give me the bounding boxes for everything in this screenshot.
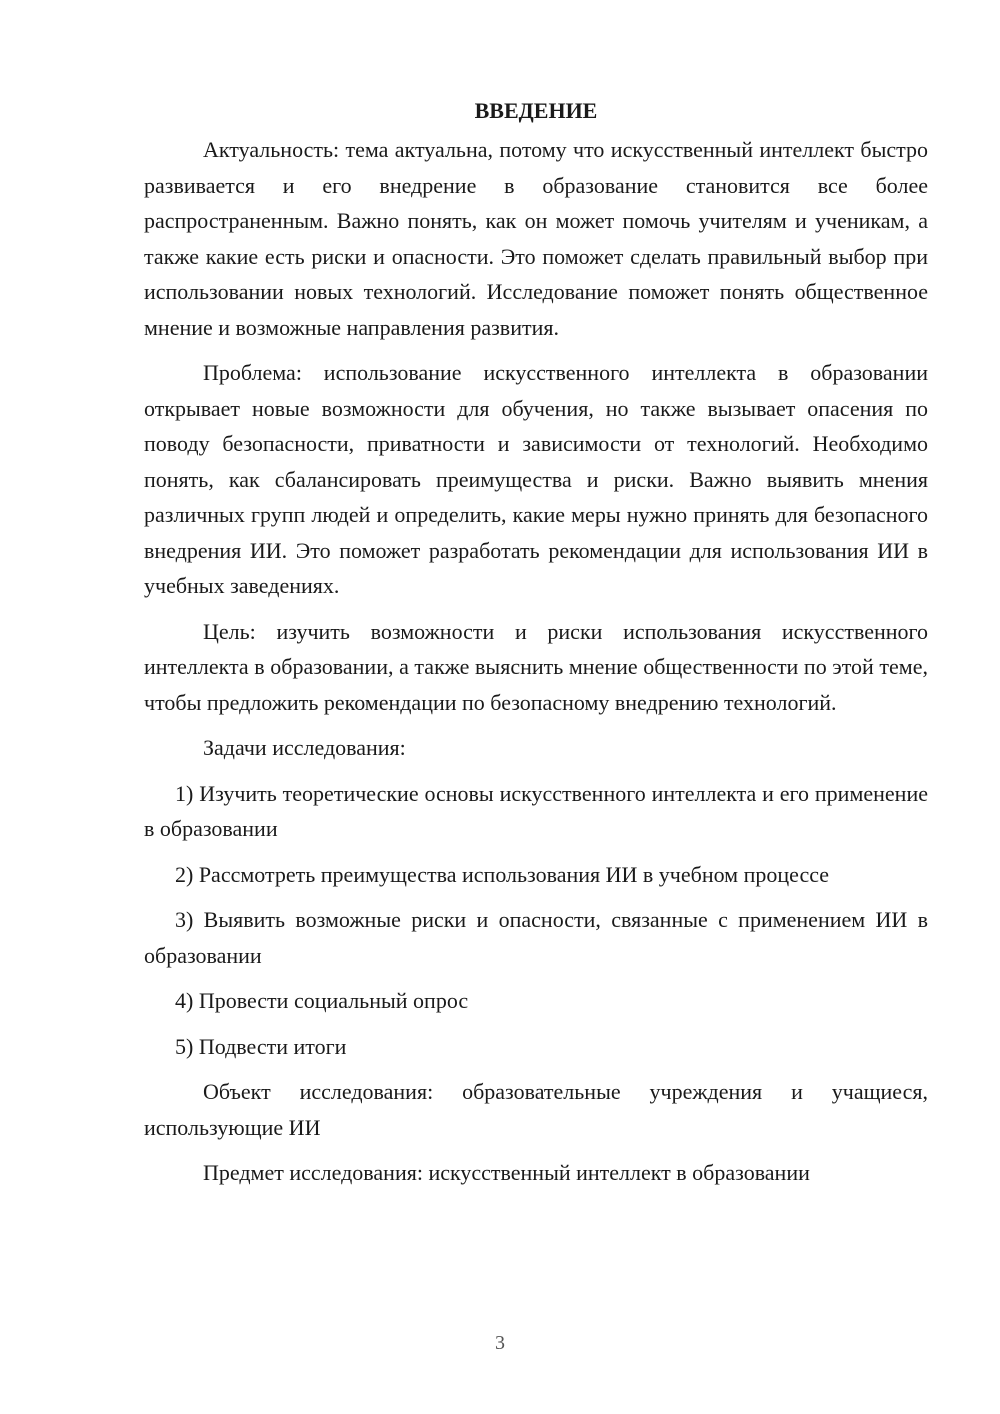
relevance-paragraph: Актуальность: тема актуальна, потому что искусственный интеллект быстро развивается и его внедрение в образование становится все более распространенным. Важно понять, как он может помочь учителям и ученикам, а также какие есть риски и опасности. Это поможет сделать правильный выбор при использовании новых технологий. Исследование поможет понять общественное мнение и возможные направления развития. [144,137,928,340]
problem-paragraph: Проблема: использование искусственного интеллекта в образовании открывает новые возможности для обучения, но также вызывает опасения по поводу безопасности, приватности и зависимости от технологий. Необходимо понять, как сбалансировать преимущества и риски. Важно выявить мнения различных групп людей и определить, какие меры нужно принять для безопасного внедрения ИИ. Это поможет разработать рекомендации для использования ИИ в учебных заведениях. [144,360,928,598]
document-page [144,94,928,1191]
page-number: 3 [495,1332,505,1354]
task-item-2: 2) Рассмотреть преимущества использования ИИ в учебном процессе [175,861,830,887]
task-item-5: 5) Подвести итоги [175,1033,347,1059]
research-subject-paragraph: Предмет исследования: искусственный интеллект в образовании [203,1160,810,1185]
task-item-4: 4) Провести социальный опрос [175,988,469,1013]
section-title: ВВЕДЕНИЕ [474,98,598,123]
goal-paragraph: Цель: изучить возможности и риски использования искусственного интеллекта в образовании, а также выяснить мнение общественности по этой теме, чтобы предложить рекомендации по безопасному внедрению технологий. [144,618,928,715]
research-object-paragraph: Объект исследования: образовательные учреждения и учащиеся, использующие ИИ [144,1079,928,1140]
tasks-heading: Задачи исследования: [203,735,406,760]
task-item-1: 1) Изучить теоретические основы искусственного интеллекта и его применение в образовании [144,780,928,841]
task-item-3: 3) Выявить возможные риски и опасности, связанные с применением ИИ в образовании [144,907,928,968]
